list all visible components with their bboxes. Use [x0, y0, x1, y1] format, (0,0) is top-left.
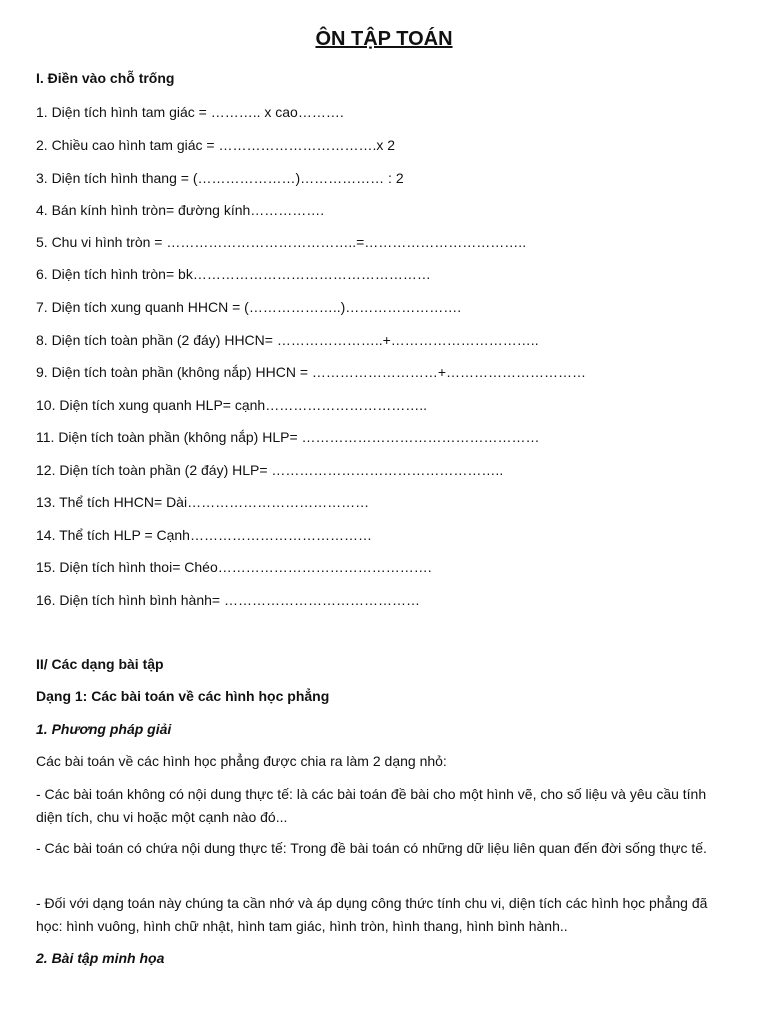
fill-item-3: 3. Diện tích hình thang = (…………………)……………… : 2: [36, 170, 404, 186]
fill-item-16: 16. Diện tích hình bình hành= ……………………………………: [36, 592, 420, 608]
method-heading: 1. Phương pháp giải: [36, 721, 172, 737]
fill-item-10: 10. Diện tích xung quanh HLP= cạnh……………………………..: [36, 397, 427, 413]
fill-item-2: 2. Chiều cao hình tam giác = …………………………….x 2: [36, 137, 396, 153]
fill-item-14: 14. Thể tích HLP = Cạnh…………………………………: [36, 527, 372, 543]
page-title: ÔN TẬP TOÁN: [315, 28, 453, 50]
fill-item-12: 12. Diện tích toàn phần (2 đáy) HLP= …………………………………………..: [36, 462, 504, 478]
example-heading: 2. Bài tập minh họa: [36, 950, 165, 966]
fill-item-6: 6. Diện tích hình tròn= bk……………………………………………: [36, 266, 431, 282]
section2-heading: II/ Các dạng bài tập: [36, 656, 164, 672]
fill-item-8: 8. Diện tích toàn phần (2 đáy) HHCN= …………………..+…………………………..: [36, 332, 539, 348]
bullet-2: - Các bài toán có chứa nội dung thực tế: Trong đề bài toán có những dữ liệu liên quan đến đời sống thực tế.: [36, 840, 707, 856]
fill-item-1: 1. Diện tích hình tam giác = ……….. x cao……….: [36, 104, 344, 120]
section1-heading: I. Điền vào chỗ trống: [36, 70, 175, 86]
fill-item-4: 4. Bán kính hình tròn= đường kính…………….: [36, 202, 325, 218]
fill-item-13: 13. Thể tích HHCN= Dài…………………………………: [36, 494, 370, 510]
fill-item-5: 5. Chu vi hình tròn = …………………………………..=……………………………..: [36, 234, 527, 250]
bullet-3: - Đối với dạng toán này chúng ta cần nhớ và áp dụng công thức tính chu vi, diện tích các hình học phẳng đã học: hình vuông, hình chữ nhật, hình tam giác, hình tròn, hình thang, hình bình hành..: [36, 895, 708, 934]
fill-item-11: 11. Diện tích toàn phần (không nắp) HLP= ……………………………………………: [36, 429, 540, 445]
fill-item-9: 9. Diện tích toàn phần (không nắp) HHCN = ………………………+…………………………: [36, 364, 587, 380]
fill-item-15: 15. Diện tích hình thoi= Chéo……………………………………….: [36, 559, 432, 575]
intro-text: Các bài toán về các hình học phẳng được chia ra làm 2 dạng nhỏ:: [36, 753, 447, 769]
bullet-1: - Các bài toán không có nội dung thực tế: là các bài toán đề bài cho một hình vẽ, cho số liệu và yêu cầu tính diện tích, chu vi hoặc một cạnh nào đó...: [36, 786, 707, 825]
dang1-heading: Dạng 1: Các bài toán về các hình học phẳng: [36, 688, 330, 704]
fill-item-7: 7. Diện tích xung quanh HHCN = (………………..)…………………….: [36, 299, 462, 315]
